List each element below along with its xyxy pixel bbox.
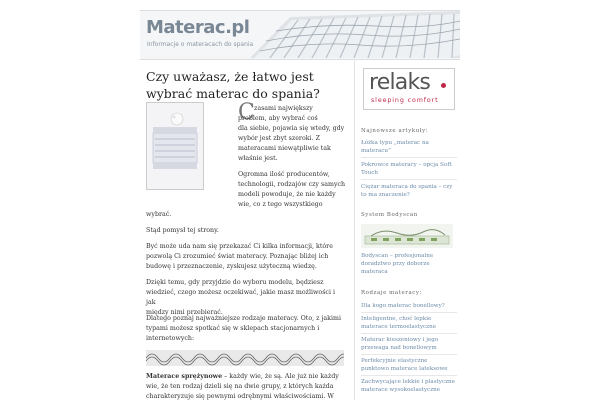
text-line: pozwolą Ci zrozumieć świat materacy. Poznając bliżej ich — [146, 253, 329, 260]
link-line: materace termoelastyczne — [361, 324, 437, 330]
text-line: między nimi przebierać. — [146, 309, 223, 316]
bodyscan-image[interactable] — [361, 224, 453, 248]
text-line: wie, że ten rodzaj dzieli się na dwie grupy, z których każda — [146, 383, 334, 390]
article-paragraph-4 — [146, 242, 346, 272]
link-line: doradztwo przy doborze — [361, 261, 430, 267]
article-paragraph-2-tail: wybrać. — [146, 211, 172, 218]
spring-mattress-image — [146, 350, 344, 366]
article-paragraph-1 — [238, 104, 346, 164]
article-paragraph-2 — [238, 170, 346, 210]
article-content — [140, 60, 348, 400]
recent-article-link[interactable] — [361, 183, 457, 199]
text-line: Być może uda nam się przekazać Ci kilka informacji, które — [146, 243, 333, 250]
relaks-banner[interactable] — [363, 68, 455, 110]
link-line: materace wysokoelastyczne — [361, 387, 441, 393]
article-title: Czy uważasz, że łatwo jest wybrać materac do spania? — [146, 69, 320, 101]
text-line: typami możesz spotkać się w sklepach stacjonarnych i — [146, 325, 320, 332]
link-line: punktowo materace lateksowe — [361, 366, 448, 372]
link-line: materacu” — [361, 148, 391, 154]
link-line: materaca — [361, 269, 388, 275]
text-line: materacami niewątpliwie tak — [238, 145, 331, 152]
text-line — [146, 372, 346, 382]
text-line: modeli powoduje, że nie każdy — [238, 191, 336, 198]
text-line: technologii, rodzajów czy samych — [238, 181, 346, 188]
link-line: Pokrowce materacy – opcja Soft — [361, 162, 452, 168]
text-line: internetowych: — [146, 335, 195, 342]
link-line: Materac kieszeniowy i jego — [361, 337, 439, 343]
logo-subtitle: Informacje o materacach do spania — [147, 41, 254, 48]
text-line: charakteryzuje się pewnymi odrębnymi właściwościami. W — [146, 393, 334, 400]
recent-article-link[interactable] — [361, 161, 457, 177]
mattress-banner-image — [250, 11, 460, 58]
text-line: właśnie jest. — [238, 155, 278, 162]
mattress-type-link[interactable] — [361, 336, 457, 352]
divider — [361, 354, 457, 355]
mattress-type-link[interactable] — [361, 315, 457, 331]
sidebar — [354, 60, 461, 400]
site-logo[interactable] — [146, 17, 256, 53]
article-dropcap: C — [238, 100, 255, 125]
link-line: Inteligentne, choć lepkie — [361, 316, 432, 322]
article-paragraph-5 — [146, 278, 346, 318]
text-line: wybór jest zbyt szeroki. Z — [238, 135, 320, 142]
spring-mattress-term: Materace sprężynowe — [146, 373, 223, 380]
link-line: to ma znaczenie? — [361, 192, 410, 198]
mattress-types-heading: Rodzaje materacy: — [361, 290, 422, 296]
recent-articles-heading: Najnowsze artykuły: — [361, 128, 429, 134]
link-line: Perfekcyjnie elastyczne — [361, 358, 428, 364]
text-line: problem, aby wybrać coś — [238, 115, 318, 122]
site-header — [140, 10, 460, 60]
divider — [361, 312, 457, 313]
text-fragment: – każdy wie, że są. Ale już nie każdy — [222, 373, 339, 380]
text-line: wie, co z tego wszystkiego — [238, 201, 323, 208]
divider — [361, 375, 457, 376]
text-line: Dlatego poznaj najważniejsze rodzaje materacy. Oto, z jakimi — [146, 315, 341, 322]
link-line: przewaga nad bonellowym — [361, 345, 437, 351]
divider — [361, 157, 457, 158]
link-line: Ciężar materaca do spania – czy — [361, 184, 453, 190]
link-line: Zachwycające lekkie i plastyczne — [361, 379, 455, 385]
article-paragraph-3: Stąd pomysł tej strony. — [146, 227, 219, 234]
relaks-tagline: sleeping comfort — [371, 97, 439, 104]
link-line: Łóżka typu „materac na — [361, 140, 429, 146]
text-line: Dzięki temu, gdy przyjdzie do wyboru modelu, będziesz — [146, 279, 324, 286]
bodyscan-link[interactable] — [361, 252, 457, 276]
bodyscan-heading: System Bodyscan — [361, 212, 418, 218]
text-line: dla siebie, pojawia się wtedy, gdy — [238, 125, 345, 132]
text-line: budowę i przeznaczenie, zyskujesz użyteczną wiedzę. — [146, 263, 317, 270]
text-line: wiedzieć, czego możesz oczekiwać, jakie masz możliwości i jak — [146, 289, 335, 306]
link-line: Touch — [361, 170, 379, 176]
divider — [361, 179, 457, 180]
relaks-dot-icon — [441, 83, 446, 88]
text-line: Ogromna ilość producentów, — [238, 171, 330, 178]
divider — [361, 333, 457, 334]
recent-article-link[interactable] — [361, 139, 457, 155]
mattress-cross-section-image — [146, 102, 204, 190]
relaks-brand-name: relaks — [369, 70, 431, 95]
article-paragraph-7 — [146, 372, 346, 400]
text-line: zasami największy — [254, 105, 313, 112]
mattress-type-link[interactable] — [361, 302, 457, 310]
article-paragraph-6 — [146, 314, 346, 344]
link-line: Bodyscan – profesjonalne — [361, 253, 434, 259]
link-line: Dla kogo materac bonellowy? — [361, 303, 445, 309]
mattress-type-link[interactable] — [361, 357, 457, 373]
logo-title: Materac.pl — [146, 17, 250, 38]
mattress-type-link[interactable] — [361, 378, 457, 394]
